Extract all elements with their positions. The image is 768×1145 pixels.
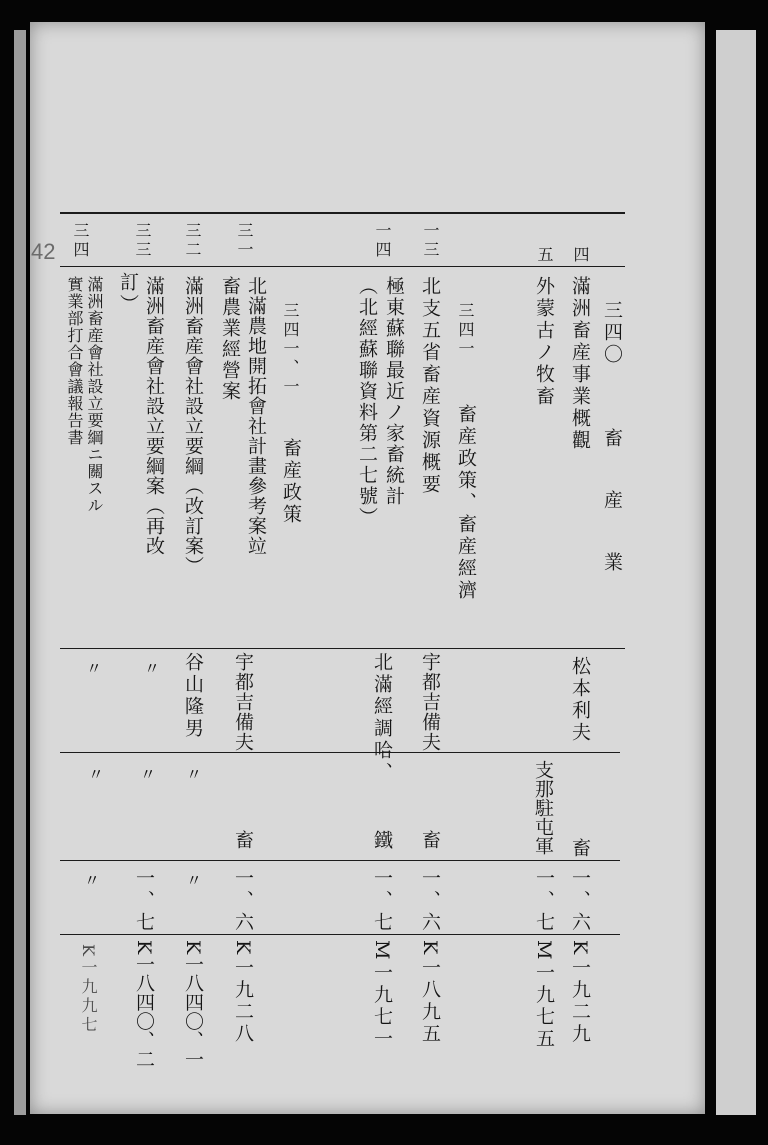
entry-title: 滿洲畜産會社設立要綱ニ關スル bbox=[85, 276, 104, 514]
entry-source-ditto: 〃 bbox=[88, 765, 105, 784]
margin-mark: 42 bbox=[31, 239, 56, 264]
entry-number: 三一 bbox=[235, 222, 254, 260]
top-rule bbox=[60, 212, 625, 214]
entry-call-number: K一八九五 bbox=[419, 940, 441, 1046]
entry-title: 北支五省畜産資源概要 bbox=[419, 276, 441, 496]
entry-call-number: M一九七一 bbox=[371, 940, 393, 1051]
entry-location: 一、七 bbox=[371, 868, 393, 934]
subsection-code-3411: 三四一、一 bbox=[281, 302, 300, 397]
entry-title: 滿洲畜産會社設立要綱案（再改 bbox=[143, 276, 165, 556]
entry-title: 外蒙古ノ牧畜 bbox=[533, 276, 555, 408]
entry-number: 五 bbox=[535, 246, 554, 265]
rule-after-location-column bbox=[60, 934, 620, 935]
entry-call-number: K一八四〇、一 bbox=[182, 940, 204, 1069]
entry-location-ditto: 〃 bbox=[84, 871, 101, 890]
entry-author-ditto: 〃 bbox=[144, 659, 161, 678]
entry-location: 一、七 bbox=[133, 868, 155, 934]
entry-location: 一、六 bbox=[232, 868, 254, 934]
entry-author: 宇都吉備夫 bbox=[232, 652, 254, 752]
rule-after-author-column bbox=[60, 752, 620, 753]
entry-call-number: K一九二九 bbox=[569, 940, 591, 1046]
entry-class: 鐵 bbox=[371, 830, 393, 852]
entry-location: 一、六 bbox=[569, 868, 591, 934]
subsection-code-341: 三四一 bbox=[456, 302, 475, 359]
entry-title-continued: （北經蘇聯資料第二七號） bbox=[356, 276, 378, 528]
entry-number: 三二 bbox=[183, 222, 202, 260]
page-gutter bbox=[14, 30, 26, 1115]
entry-number: 四 bbox=[571, 246, 590, 265]
entry-source-ditto: 〃 bbox=[186, 765, 203, 784]
entry-author: 松本利夫 bbox=[569, 656, 591, 744]
rule-after-source-column bbox=[60, 860, 620, 861]
entry-call-number: K一九九七 bbox=[79, 944, 98, 1035]
section-title: 畜 産 業 bbox=[601, 428, 623, 583]
entry-class: 畜 bbox=[569, 838, 591, 860]
subsection-title-341: 畜産政策、畜産經濟 bbox=[455, 404, 477, 602]
entry-location: 一、七 bbox=[533, 868, 555, 934]
entry-number: 一三 bbox=[421, 222, 440, 260]
entry-class: 畜 bbox=[419, 830, 441, 852]
subsection-title-3411: 畜産政策 bbox=[280, 438, 302, 526]
section-code: 三四〇 bbox=[601, 300, 623, 366]
page-edge bbox=[716, 30, 756, 1115]
entry-source: 支那駐屯軍 bbox=[532, 760, 554, 855]
entry-title: 極東蘇聯最近ノ家畜統計 bbox=[383, 276, 405, 507]
entry-title: 北滿農地開拓會社計畫參考案竝 bbox=[245, 276, 267, 556]
entry-number: 三四 bbox=[71, 222, 90, 260]
entry-call-number: K一八四〇、二 bbox=[133, 940, 155, 1069]
entry-title-continued: 實業部打合會議報告書 bbox=[65, 276, 84, 446]
entry-title-continued: 畜農業經營案 bbox=[219, 276, 241, 402]
entry-call-number: K一九二八 bbox=[232, 940, 254, 1046]
entry-location: 一、六 bbox=[419, 868, 441, 934]
rule-after-number-column bbox=[60, 266, 625, 267]
entry-author: 宇都吉備夫 bbox=[419, 652, 441, 752]
entry-title: 滿洲畜産會社設立要綱（改訂案） bbox=[182, 276, 204, 576]
entry-title: 滿洲畜産事業概觀 bbox=[569, 276, 591, 452]
entry-number: 一四 bbox=[373, 222, 392, 260]
entry-source-ditto: 〃 bbox=[140, 765, 157, 784]
entry-location-ditto: 〃 bbox=[186, 871, 203, 890]
entry-call-number: M一九七五 bbox=[533, 940, 555, 1051]
entry-author: 谷山隆男 bbox=[182, 652, 204, 740]
rule-after-title-column bbox=[60, 648, 625, 649]
entry-class: 畜 bbox=[232, 830, 254, 852]
entry-author-ditto: 〃 bbox=[86, 659, 103, 678]
entry-author: 北滿經調哈、 bbox=[371, 652, 393, 784]
entry-title-continued: 訂） bbox=[117, 272, 139, 316]
entry-number: 三三 bbox=[133, 222, 152, 260]
